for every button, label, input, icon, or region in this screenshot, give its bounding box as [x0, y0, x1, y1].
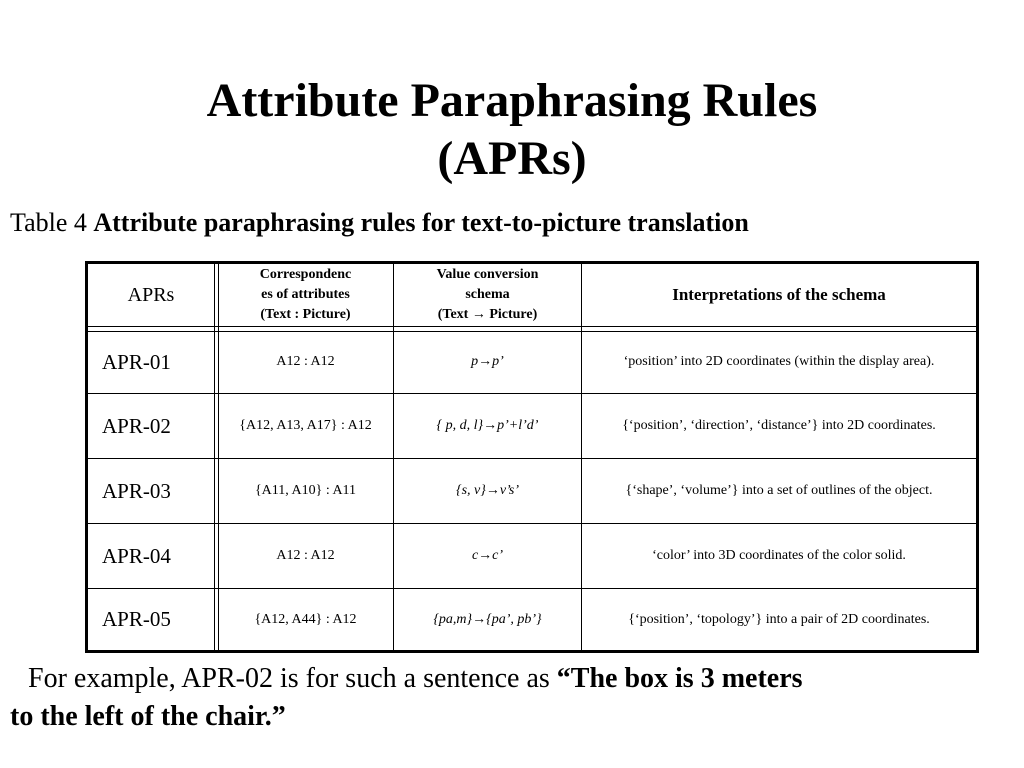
caption-prefix: Table 4	[10, 208, 87, 237]
row-id: APR-05	[102, 607, 171, 631]
row-id: APR-01	[102, 349, 171, 374]
row-schema: p→p’	[471, 354, 504, 369]
row-id: APR-02	[102, 413, 171, 438]
row-attributes: A12 : A12	[276, 548, 335, 563]
header-correspondences-line2: es of attributes	[261, 287, 350, 302]
header-schema-line3: (Text → Picture)	[437, 307, 538, 322]
row-interpretation: ‘position’ into 2D coordinates (within the display area).	[623, 354, 935, 369]
header-interpretations: Interpretations of the schema	[672, 285, 886, 304]
header-schema-line1: Value conversion	[436, 267, 539, 282]
row-interpretation: {‘position’, ‘topology’} into a pair of 2D coordinates.	[628, 611, 930, 627]
row-interpretation: {‘shape’, ‘volume’} into a set of outlines of the object.	[625, 483, 933, 498]
row-attributes: {A12, A13, A17} : A12	[239, 418, 372, 433]
example-prefix: For example, APR-02 is for such a sentence as	[28, 663, 557, 694]
header-conversion-schema	[394, 264, 581, 326]
example-quote-start: “The box is 3 meters	[556, 663, 803, 694]
row-schema: c→c’	[471, 548, 504, 563]
row-interpretation: {‘position’, ‘direction’, ‘distance’} into 2D coordinates.	[622, 418, 936, 433]
header-schema-line2: schema	[465, 287, 510, 302]
header-correspondences-line3: (Text : Picture)	[260, 307, 351, 322]
row-id: APR-04	[102, 543, 171, 568]
table-caption	[10, 206, 749, 240]
header-correspondences-line1: Correspondenc	[259, 267, 352, 282]
row-attributes: {A12, A44} : A12	[254, 611, 357, 627]
row-attributes: {A11, A10} : A11	[254, 483, 357, 498]
example-paragraph	[10, 660, 1010, 736]
row-interpretation: ‘color’ into 3D coordinates of the color solid.	[652, 548, 906, 563]
header-correspondences	[218, 264, 393, 326]
row-schema: { p, d, l}→p’+l’d’	[436, 418, 539, 433]
title-line-2: (APRs)	[437, 132, 587, 185]
caption-title: Attribute paraphrasing rules for text-to-picture translation	[93, 208, 749, 237]
row-schema: {s, v}→v’s’	[455, 483, 520, 498]
example-quote-end: to the left of the chair.”	[10, 701, 286, 732]
header-aprs: APRs	[127, 283, 175, 306]
row-schema: {pa,m}→{pa’, pb’}	[433, 611, 542, 627]
apr-table	[85, 261, 979, 653]
title-line-1: Attribute Paraphrasing Rules	[206, 74, 818, 127]
row-id: APR-03	[102, 478, 171, 503]
row-attributes: A12 : A12	[276, 354, 335, 369]
slide-title	[0, 72, 1024, 188]
